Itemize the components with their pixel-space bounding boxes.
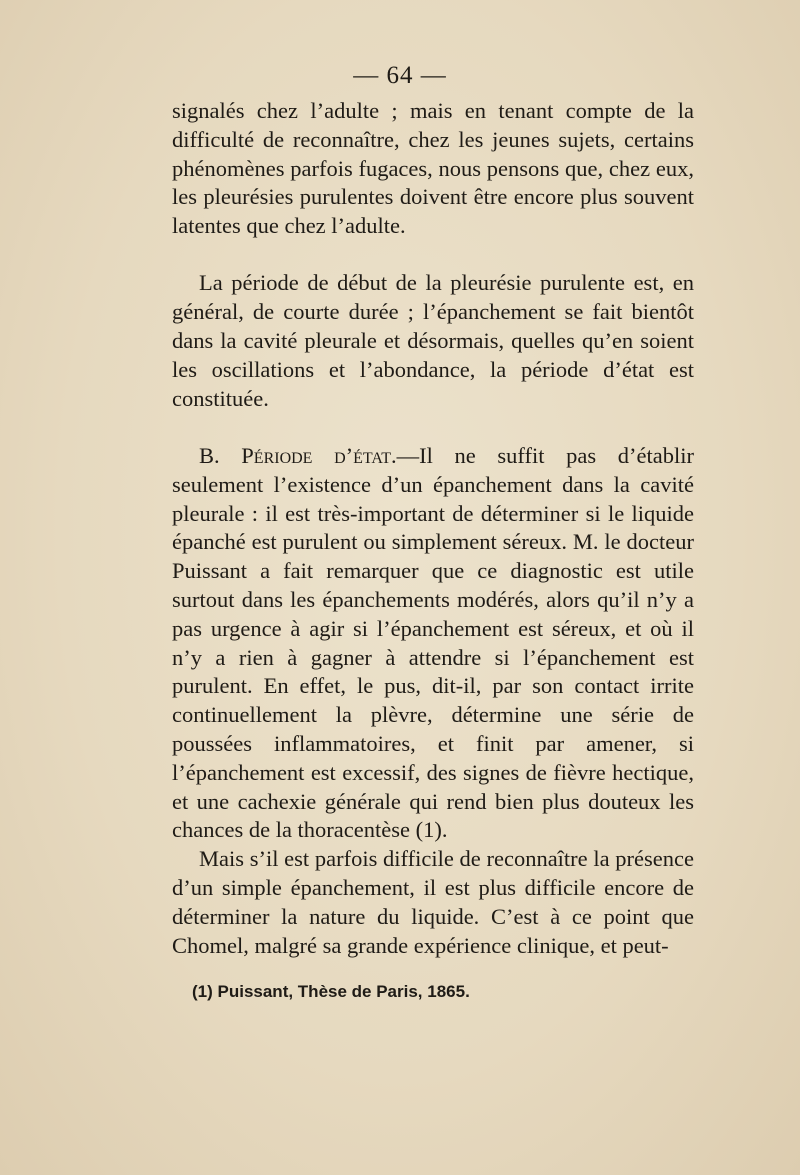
footnote: (1) Puissant, Thèse de Paris, 1865. — [192, 982, 470, 1001]
paragraph-diagnosis-difficulty: Mais s’il est parfois difficile de reconnaître la présence d’un simple épanchement, il est plus difficile encore de déterminer la nature du liquide. C’est à ce point que Chomel, malgré sa grande expérience clinique, et peut- — [172, 846, 694, 958]
paragraph-continuation: signalés chez l’adulte ; mais en tenant compte de la difficulté de reconnaître, chez les jeunes sujets, certains phénomènes parfois fugaces, nous pensons que, chez eux, les pleurésies purulentes doivent être encore plus souvent latentes que chez l’adulte. — [172, 98, 694, 239]
paragraph-text: —Il ne suffit pas d’établir seulement l’existence d’un épanchement dans la cavité pleurale : il est très-important de déterminer si le liquide épanché est purulent ou simplement séreux. M. le docteur Puissant a fait remarquer que ce diagnostic est utile surtout dans les épanchements modérés, alors qu’il n’y a pas urgence à agir si l’épanchement est séreux, et où il n’y a rien à gagner à attendre si l’épanchement est purulent. En effet, le pus, dit-il, par son contact irrite continuellement la plèvre, détermine une série de poussées inflammatoires, et finit par amener, si l’épanchement est excessif, des signes de fièvre hectique, et une cachexie générale qui rend bien plus douteux les chances de la thoracentèse (1). — [172, 442, 694, 843]
paragraph-established-period — [172, 442, 694, 845]
page-number: — 64 — — [353, 62, 447, 89]
section-heading: B. Période d’état. — [199, 442, 397, 468]
body-text — [172, 97, 694, 960]
paragraph-onset-period: La période de début de la pleurésie purulente est, en général, de courte durée ; l’épanchement se fait bientôt dans la cavité pleurale et désormais, quelles qu’en soient les oscillations et l’abondance, la période d’état est constituée. — [172, 270, 694, 411]
